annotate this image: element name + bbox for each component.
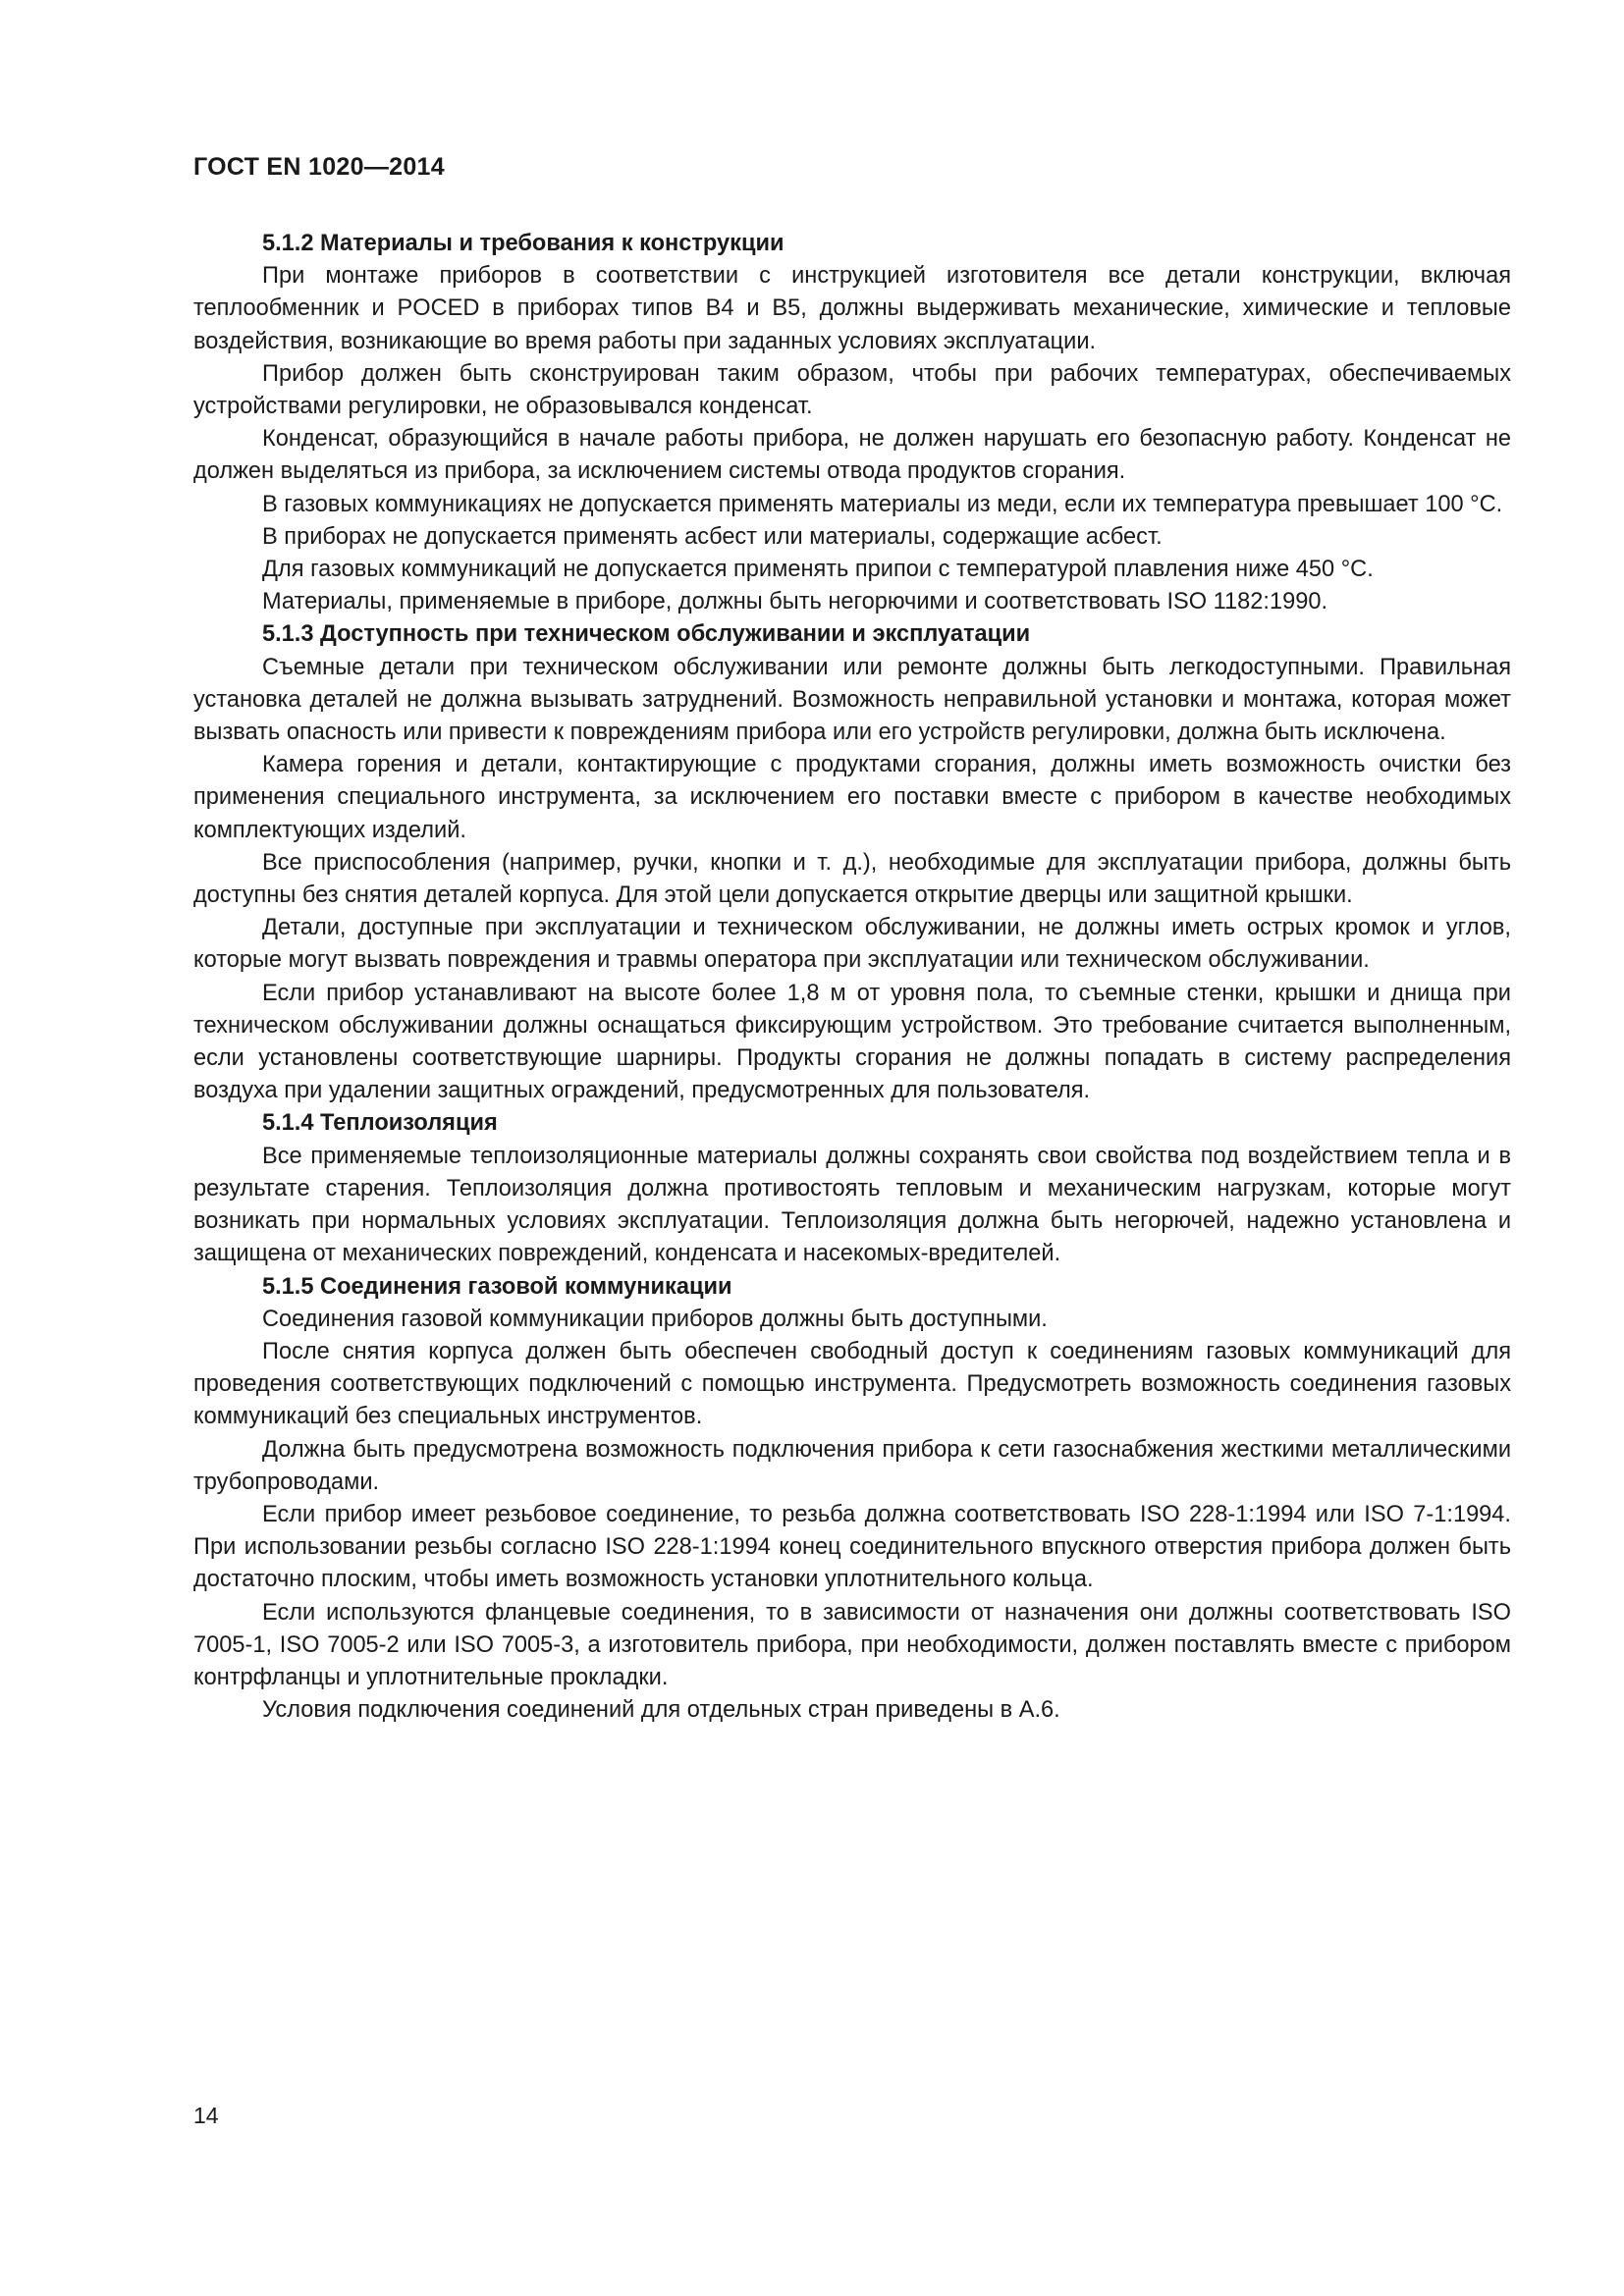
section-5-1-2 xyxy=(193,228,1511,618)
paragraph: В газовых коммуникациях не допускается применять материалы из меди, если их температура превышает 100 °С. xyxy=(262,491,1503,517)
paragraph: В приборах не допускается применять асбест или материалы, содержащие асбест. xyxy=(262,523,1163,550)
paragraph: Материалы, применяемые в приборе, должны быть негорючими и соответствовать ISO 1182:1990. xyxy=(262,589,1327,615)
section-heading: 5.1.4 Теплоизоляция xyxy=(262,1110,498,1137)
section-heading: 5.1.2 Материалы и требования к конструкции xyxy=(262,231,785,256)
section-5-1-3 xyxy=(193,618,1511,1107)
paragraph: Съемные детали при техническом обслуживании или ремонте должны быть легкодоступными. Правильная установка деталей не должна вызывать затруднений. Возможность неправильной установки и монтажа, которая может вызвать опасность или привести к повреждениям прибора или его устройств регулировки, должна быть исключена. xyxy=(193,654,1511,746)
paragraph: При монтаже приборов в соответствии с инструкцией изготовителя все детали конструкции, включая теплообменник и POCED в приборах типов B4 и B5, должны выдерживать механические, химические и тепловые воздействия, возникающие во время работы при заданных условиях эксплуатации. xyxy=(193,263,1511,354)
section-5-1-4 xyxy=(193,1107,1511,1270)
paragraph: Условия подключения соединений для отдельных стран приведены в А.6. xyxy=(262,1697,1060,1724)
paragraph: Все применяемые теплоизоляционные материалы должны сохранять свои свойства под воздействием тепла и в результате старения. Теплоизоляция должна противостоять тепловым и механическим нагрузкам, которые могут возникать при нормальных условиях эксплуатации. Теплоизоляция должна быть негорючей, надежно установлена и защищена от механических повреждений, конденсата и насекомых-вредителей. xyxy=(193,1143,1511,1267)
paragraph: Если прибор устанавливают на высоте более 1,8 м от уровня пола, то съемные стенки, крышки и днища при техническом обслуживании должны оснащаться фиксирующим устройством. Это требование считается выполненным, если установлены соответствующие шарниры. Продукты сгорания не должны попадать в систему распределения воздуха при удалении защитных ограждений, предусмотренных для пользователя. xyxy=(193,980,1511,1104)
page-number: 14 xyxy=(193,2103,219,2128)
paragraph: После снятия корпуса должен быть обеспечен свободный доступ к соединениям газовых коммуникаций для проведения соответствующих подключений с помощью инструмента. Предусмотреть возможность соединения газовых коммуникаций без специальных инструментов. xyxy=(193,1338,1511,1430)
paragraph: Для газовых коммуникаций не допускается применять припои с температурой плавления ниже 450 °С. xyxy=(262,557,1374,583)
paragraph: Если прибор имеет резьбовое соединение, то резьба должна соответствовать ISO 228-1:1994 или ISO 7-1:1994. При использовании резьбы согласно ISO 228-1:1994 конец соединительного впускного отверстия прибора должен быть достаточно плоским, чтобы иметь возможность установки уплотнительного кольца. xyxy=(193,1501,1511,1593)
paragraph: Соединения газовой коммуникации приборов должны быть доступными. xyxy=(262,1306,1048,1332)
paragraph: Должна быть предусмотрена возможность подключения прибора к сети газоснабжения жесткими металлическими трубопроводами. xyxy=(193,1436,1511,1495)
paragraph: Камера горения и детали, контактирующие с продуктами сгорания, должны иметь возможность очистки без применения специального инструмента, за исключением его поставки вместе с прибором в качестве необходимых комплектующих изделий. xyxy=(193,752,1511,843)
paragraph: Конденсат, образующийся в начале работы прибора, не должен нарушать его безопасную работу. Конденсат не должен выделяться из прибора, за исключением системы отвода продуктов сгорания. xyxy=(193,426,1511,485)
section-heading: 5.1.5 Соединения газовой коммуникации xyxy=(262,1273,732,1300)
paragraph: Если используются фланцевые соединения, то в зависимости от назначения они должны соответствовать ISO 7005-1, ISO 7005-2 или ISO 7005-3, а изготовитель прибора, при необходимости, должен поставлять вместе с прибором контрфланцы и уплотнительные прокладки. xyxy=(193,1599,1511,1690)
paragraph: Все приспособления (например, ручки, кнопки и т. д.), необходимые для эксплуатации прибора, должны быть доступны без снятия деталей корпуса. Для этой цели допускается открытие дверцы или защитной крышки. xyxy=(193,849,1511,909)
document-body xyxy=(193,228,1511,1727)
section-heading: 5.1.3 Доступность при техническом обслуживании и эксплуатации xyxy=(262,621,1031,648)
paragraph: Детали, доступные при эксплуатации и техническом обслуживании, не должны иметь острых кромок и углов, которые могут вызвать повреждения и травмы оператора при эксплуатации или техническом обслуживании. xyxy=(193,915,1511,974)
paragraph: Прибор должен быть сконструирован таким образом, чтобы при рабочих температурах, обеспечиваемых устройствами регулировки, не образовывался конденсат. xyxy=(193,360,1511,420)
section-5-1-5 xyxy=(193,1271,1511,1728)
document-header: ГОСТ EN 1020—2014 xyxy=(193,153,445,181)
